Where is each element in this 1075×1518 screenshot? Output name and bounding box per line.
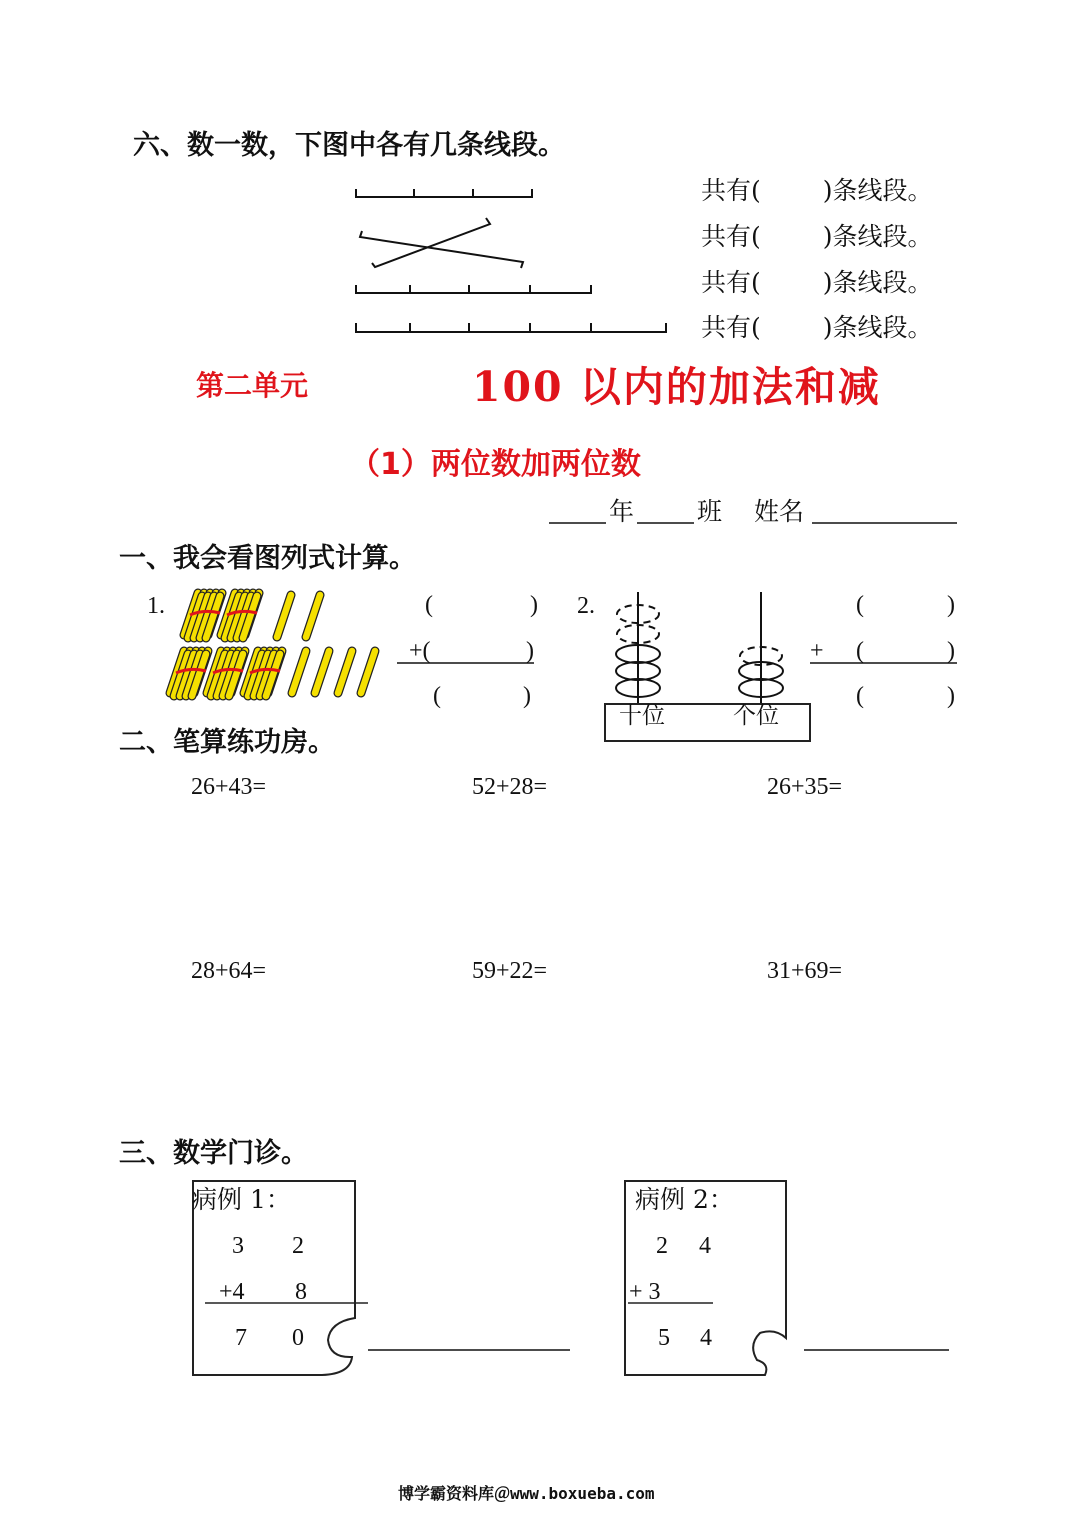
segment-figure-4 <box>356 323 666 333</box>
part2-title: 二、笔算练功房。 <box>119 727 335 758</box>
case2-digit: 5 <box>658 1325 670 1351</box>
abacus-tens-label: 十位 <box>619 703 665 729</box>
stick-bundle <box>244 651 282 696</box>
case1-digit: +4 <box>219 1279 245 1305</box>
unit-title: 100 以内的加法和减 <box>472 363 881 411</box>
case2-digit: 2 <box>656 1233 668 1259</box>
segment-figure-2 <box>360 218 523 268</box>
abacus-ones-label: 个位 <box>733 703 779 729</box>
case2-digit: + 3 <box>629 1279 661 1305</box>
problem-1: 26+43= <box>191 774 267 800</box>
q1-plus-paren: +( <box>409 638 431 664</box>
case2-label: 病例 2： <box>635 1185 734 1214</box>
case1-digit: 0 <box>292 1325 304 1351</box>
abacus <box>616 592 783 705</box>
q1-paren-open-3: ( <box>433 683 441 709</box>
problem-3: 26+35= <box>767 774 843 800</box>
q1-number: 1. <box>147 593 165 619</box>
case2-digit: 4 <box>700 1325 712 1351</box>
part1-title: 一、我会看图列式计算。 <box>119 543 416 574</box>
stick-bundle <box>221 593 259 638</box>
q1-bundles <box>170 593 282 696</box>
segment-figure-3 <box>356 285 591 294</box>
q2-number: 2. <box>577 593 595 619</box>
class-label: 班 <box>697 497 723 526</box>
answer-blank-4[interactable]: 共有( )条线段。 <box>701 313 933 342</box>
case1-digit: 7 <box>235 1325 247 1351</box>
section6-title: 六、数一数，下图中各有几条线段。 <box>133 130 565 161</box>
part3-title: 三、数学门诊。 <box>119 1138 308 1169</box>
grade-label: 年 <box>609 497 635 526</box>
unit-subtitle: （1）两位数加两位数 <box>350 447 641 482</box>
answer-blank-3[interactable]: 共有( )条线段。 <box>701 268 933 297</box>
q2-plus: + <box>810 638 824 664</box>
footer-watermark: 博学霸资料库＠www.boxueba.com <box>398 1484 655 1503</box>
q2-paren-open-2: ( <box>856 638 864 664</box>
single-stick <box>277 595 291 637</box>
single-stick <box>338 651 352 693</box>
case2-digit: 4 <box>699 1233 711 1259</box>
q2-paren-close-1: ) <box>947 592 955 618</box>
case1-digit: 3 <box>232 1233 244 1259</box>
q1-paren-close-3: ) <box>523 683 531 709</box>
stick-bundle <box>184 593 222 638</box>
case1-digit: 2 <box>292 1233 304 1259</box>
case1-digit: 8 <box>295 1279 307 1305</box>
q2-paren-open-1: ( <box>856 592 864 618</box>
answer-blank-2[interactable]: 共有( )条线段。 <box>701 222 933 251</box>
case1-label: 病例 1： <box>192 1185 291 1214</box>
single-stick <box>361 651 375 693</box>
q2-paren-close-2: ) <box>947 638 955 664</box>
stick-bundle <box>170 651 208 696</box>
q2-paren-close-3: ) <box>947 683 955 709</box>
q1-paren-close-2: ) <box>526 638 534 664</box>
single-stick <box>292 651 306 693</box>
q1-single-sticks <box>277 595 375 693</box>
single-stick <box>315 651 329 693</box>
problem-4: 28+64= <box>191 958 267 984</box>
q1-paren-open-1: ( <box>425 592 433 618</box>
q2-paren-open-3: ( <box>856 683 864 709</box>
problem-6: 31+69= <box>767 958 843 984</box>
problem-2: 52+28= <box>472 774 548 800</box>
stick-bundle <box>207 651 245 696</box>
segment-figure-1 <box>356 189 532 198</box>
name-label: 姓名 <box>754 497 805 526</box>
problem-5: 59+22= <box>472 958 548 984</box>
answer-blank-1[interactable]: 共有( )条线段。 <box>701 176 933 205</box>
unit-label: 第二单元 <box>196 369 309 402</box>
single-stick <box>306 595 320 637</box>
q1-paren-close-1: ) <box>530 592 538 618</box>
